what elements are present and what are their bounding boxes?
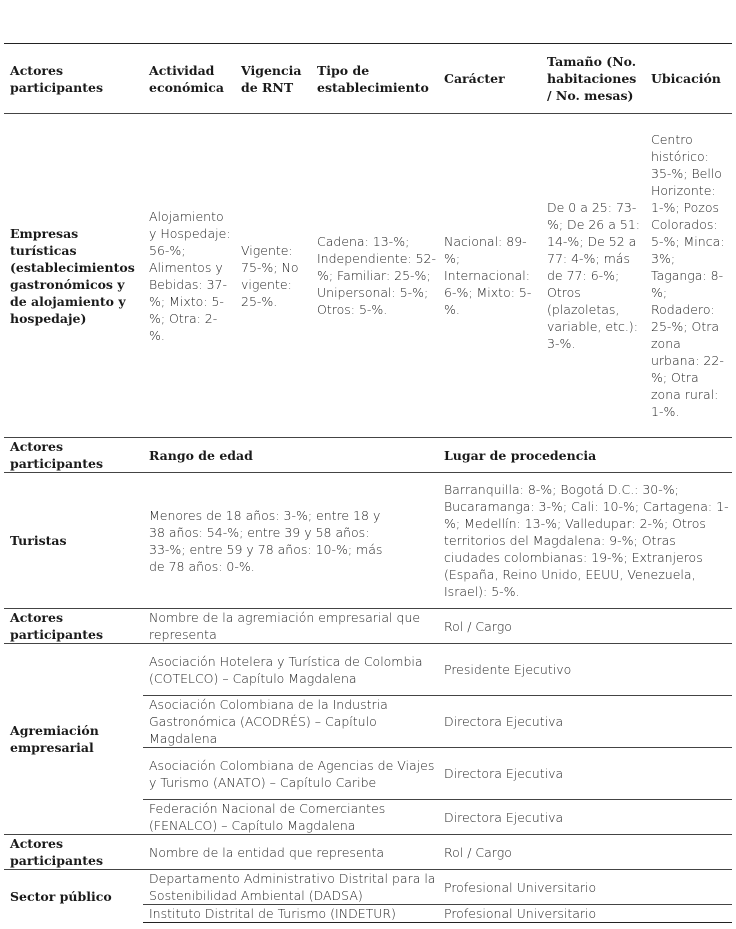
actor-agremiacion: Agremiación empresarial [4,644,143,835]
actor-turistas: Turistas [4,473,143,609]
lugar-value: Barranquilla: 8-%; Bogotá D.C.: 30-%; Bucaramanga: 3-%; Cali: 10-%; Cartagena: 1-%; Medellín: 13-%; Valledupar: 2-%; Otros territorios del Magdalena: 9-%; Otras ciudades colombianas: 19-%; Extranjeros (España, Reino Unido, EEUU, Venezuela, Israel): 5-%. [438,473,732,609]
section2-header-row [4,438,732,473]
section4-header-row [4,835,732,870]
header-rol-3: Rol / Cargo [438,609,732,644]
header-edad: Rango de edad [143,438,438,473]
agremiacion-rol-4: Directora Ejecutiva [438,800,732,835]
header-actores-3: Actores participantes [4,609,143,644]
header-actividad: Actividad económica [143,44,235,114]
ubicacion-value: Centro histórico: 35-%; Bello Horizonte: 1-%; Pozos Colorados: 5-%; Minca: 3%; Taganga: 8-%; Rodadero: 25-%; Otra zona urbana: 22-%; Otra zona rural: 1-%. [645,114,732,438]
header-caracter: Carácter [438,44,541,114]
header-agremiacion-nombre: Nombre de la agremiación empresarial que representa [143,609,438,644]
agremiacion-rol-1: Presidente Ejecutivo [438,644,732,696]
actor-sector-publico: Sector público [4,870,143,923]
header-lugar: Lugar de procedencia [438,438,732,473]
actors-table [4,43,732,923]
entidad-nombre-1: Departamento Administrativo Distrital para la Sostenibilidad Ambiental (DADSA) [143,870,438,905]
tipo-value: Cadena: 13-%; Independiente: 52-%; Familiar: 25-%; Unipersonal: 5-%; Otros: 5-%. [311,114,438,438]
agremiacion-nombre-4: Federación Nacional de Comerciantes (FENALCO) – Capítulo Magdalena [143,800,438,835]
agremiacion-nombre-2: Asociación Colombiana de la Industria Gastronómica (ACODRÉS) – Capítulo Magdalena [143,696,438,748]
header-actores-2: Actores participantes [4,438,143,473]
agremiacion-rol-2: Directora Ejecutiva [438,696,732,748]
tamano-value: De 0 a 25: 73-%; De 26 a 51: 14-%; De 52 a 77: 4-%; más de 77: 6-%; Otros (plazoletas, variable, etc.): 3-%. [541,114,645,438]
header-entidad-nombre: Nombre de la entidad que representa [143,835,438,870]
edad-value: Menores de 18 años: 3-%; entre 18 y 38 años: 54-%; entre 39 y 58 años: 33-%; entre 59 y 78 años: 10-%; más de 78 años: 0-%. [143,473,438,609]
entidad-rol-1: Profesional Universitario [438,870,732,905]
actors-table-container [4,43,732,923]
entidad-rol-2: Profesional Universitario [438,905,732,923]
section3-header-row [4,609,732,644]
header-rol-4: Rol / Cargo [438,835,732,870]
section1-header-row [4,44,732,114]
actor-empresas: Empresas turísticas (establecimientos gastronómicos y de alojamiento y hospedaje) [4,114,143,438]
header-actores-4: Actores participantes [4,835,143,870]
header-tipo: Tipo de establecimiento [311,44,438,114]
header-vigencia: Vigencia de RNT [235,44,311,114]
agremiacion-row-1 [4,644,732,696]
header-actores: Actores participantes [4,44,143,114]
sector-publico-row-1 [4,870,732,905]
agremiacion-rol-3: Directora Ejecutiva [438,748,732,800]
header-tamano: Tamaño (No. habitaciones / No. mesas) [541,44,645,114]
caracter-value: Nacional: 89-%; Internacional: 6-%; Mixto: 5-%. [438,114,541,438]
header-ubicacion: Ubicación [645,44,732,114]
vigencia-value: Vigente: 75-%; No vigente: 25-%. [235,114,311,438]
empresas-row [4,114,732,438]
agremiacion-nombre-1: Asociación Hotelera y Turística de Colombia (COTELCO) – Capítulo Magdalena [143,644,438,696]
actividad-value: Alojamiento y Hospedaje: 56-%; Alimentos y Bebidas: 37-%; Mixto: 5-%; Otra: 2-%. [143,114,235,438]
agremiacion-nombre-3: Asociación Colombiana de Agencias de Viajes y Turismo (ANATO) – Capítulo Caribe [143,748,438,800]
entidad-nombre-2: Instituto Distrital de Turismo (INDETUR) [143,905,438,923]
turistas-row [4,473,732,609]
